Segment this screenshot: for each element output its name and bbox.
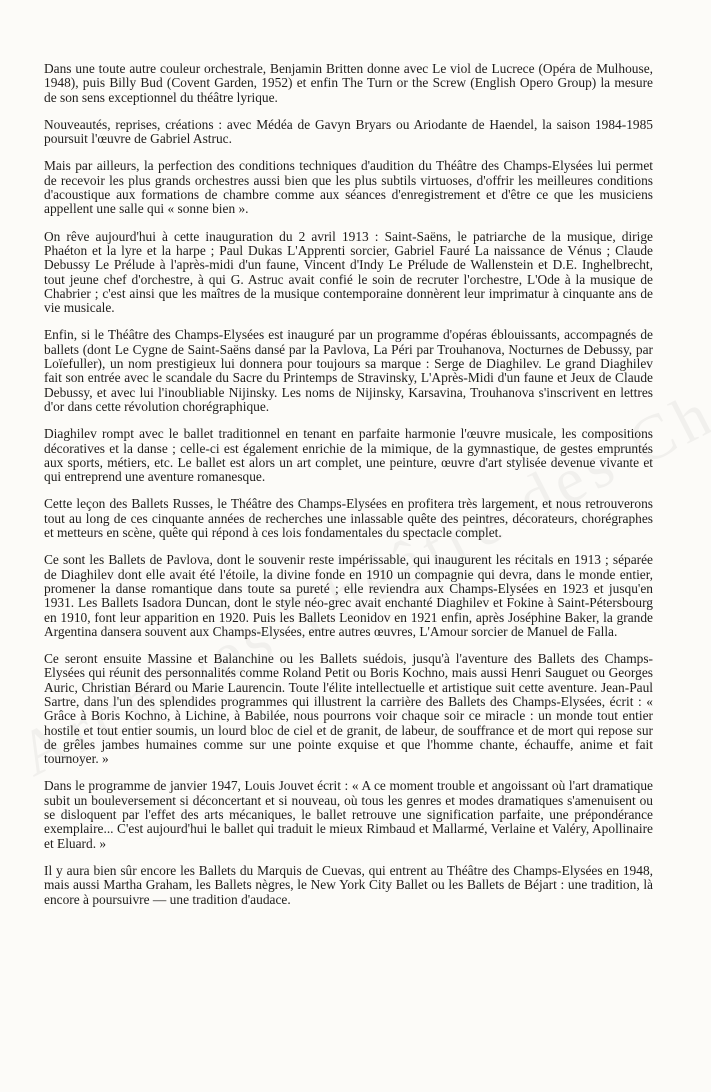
paragraph-pavlova: Ce sont les Ballets de Pavlova, dont le souvenir reste impérissable, qui inaugurent les récitals en 1913 ; séparée de Diaghilev dont elle avait été l'étoile, la divine fonde en 1910 un compagnie qui devra, dans le monde entier, promener la danse romantique dans toute sa pureté ; elle reviendra aux Champs-Elysées en 1923 et jusqu'en 1931. Les Ballets Isadora Duncan, dont le style néo-grec avait enchanté Diaghilev et Fokine à Saint-Pétersbourg en 1910, font leur apparition en 1920. Puis les Ballets Leonidov en 1921 enfin, après Joséphine Baker, la grande Argentina dansera souvent aux Champs-Elysées, entre autres œuvres, L'Amour sorcier de Manuel de Falla.: [44, 552, 653, 639]
paragraph-ballets-champs-elysees: Ce seront ensuite Massine et Balanchine ou les Ballets suédois, jusqu'à l'aventure des Ballets des Champs-Elysées qui réunit des personnalités comme Roland Petit ou Boris Kochno, mais aussi Henri Sauguet ou Georges Auric, Christian Bérard ou Marie Laurencin. Toute l'élite intellectuelle et artistique suit cette aventure. Jean-Paul Sartre, dans l'un des splendides programmes qui illustrent la carrière des Ballets des Champs-Elysées, écrit : « Grâce à Boris Kochno, à Lichine, à Babilée, nous pourrons voir chaque soir ce miracle : un monde tout entier hostile et tout entier soumis, un lourd bloc de ciel et de granit, de labeur, de souffrance et de mort qui repose sur de grêles jambes humaines comme sur une pointe exquise et que l'homme chante, échauffe, anime et fait tournoyer. »: [44, 651, 653, 767]
paragraph-britten: Dans une toute autre couleur orchestrale, Benjamin Britten donne avec Le viol de Lucrece (Opéra de Mulhouse, 1948), puis Billy Bud (Covent Garden, 1952) et enfin The Turn or the Screw (English Opero Group) la mesure de son sens exceptionnel du théâtre lyrique.: [44, 61, 653, 105]
paragraph-acoustique: Mais par ailleurs, la perfection des conditions techniques d'audition du Théâtre des Champs-Elysées lui permet de recevoir les plus grands orchestres aussi bien que les plus subtils virtuoses, d'offrir les meilleures conditions d'acoustique aux formations de chambre comme aux séances d'enregistrement et d'être ce que les musiciens appellent une salle qui « sonne bien ».: [44, 158, 653, 217]
paragraph-diaghilev-entree: Enfin, si le Théâtre des Champs-Elysées est inauguré par un programme d'opéras éblouissants, accompagnés de ballets (dont Le Cygne de Saint-Saëns dansé par la Pavlova, La Péri par Trouhanova, Nocturnes de Debussy, par Loïefuller), un nom prestigieux lui donnera pour toujours sa marque : Serge de Diaghilev. Le grand Diaghilev fait son entrée avec le scandale du Sacre du Printemps de Stravinsky, L'Après-Midi d'un faune et Jeux de Claude Debussy, et avec lui l'inoubliable Nijinsky. Les noms de Nijinsky, Karsavina, Trouhanova s'inscrivent en lettres d'or dans cette révolution chorégraphique.: [44, 327, 653, 414]
paragraph-inauguration: On rêve aujourd'hui à cette inauguration du 2 avril 1913 : Saint-Saëns, le patriarche de la musique, dirige Phaéton et la lyre et la harpe ; Paul Dukas L'Apprenti sorcier, Gabriel Fauré La naissance de Vénus ; Claude Debussy Le Prélude à l'après-midi d'un faune, Vincent d'Indy Le Prélude de Wallenstein et D.E. Inghelbrecht, tout jeune chef d'orchestre, à qui G. Astruc avait confié le soin de recruter l'orchestre, L'Ode à la musique de Chabrier ; c'est ainsi que les maîtres de la musique contemporaine donnèrent leur imprimatur à cinquante ans de vie musicale.: [44, 228, 653, 316]
paragraph-diaghilev-ballet: Diaghilev rompt avec le ballet traditionnel en tenant en parfaite harmonie l'œuvre musicale, les compositions décoratives et la danse ; celle-ci est également enrichie de la mimique, de la gymnastique, de gestes empruntés aux sports, métiers, etc. Le ballet est alors un art complet, une peinture, œuvre d'art stylisée devenue vivante et qui entreprend une aventure romanesque.: [44, 426, 653, 485]
paragraph-cuevas: Il y aura bien sûr encore les Ballets du Marquis de Cuevas, qui entrent au Théâtre des Champs-Elysées en 1948, mais aussi Martha Graham, les Ballets nègres, le New York City Ballet ou les Ballets de Béjart : une tradition, là encore à poursuivre — une tradition d'audace.: [44, 862, 653, 907]
body-text: [44, 62, 653, 920]
paragraph-saison-1984: Nouveautés, reprises, créations : avec Médéa de Gavyn Bryars ou Ariodante de Haendel, la saison 1984-1985 poursuit l'œuvre de Gabriel Astruc.: [44, 116, 653, 147]
paragraph-jouvet: Dans le programme de janvier 1947, Louis Jouvet écrit : « A ce moment trouble et angoissant où l'art dramatique subit un bouleversement si déconcertant et si nouveau, où tous les genres et modes dramatiques s'amenuisent ou se disloquent par l'effet des arts mécaniques, le ballet retrouve une signification parfaite, une prépondérance exemplaire... C'est aujourd'hui le ballet qui traduit le mieux Rimbaud et Mallarmé, Verlaine et Valéry, Apollinaire et Eluard. »: [44, 778, 653, 851]
paragraph-ballets-russes: Cette leçon des Ballets Russes, le Théâtre des Champs-Elysées en profitera très largement, et nous retrouverons tout au long de ces cinquante années de recherches une inlassable quête des peintres, décorateurs, chorégraphes et metteurs en scène, quête qui répond à ces lois fondamentales du spectacle complet.: [44, 496, 653, 541]
